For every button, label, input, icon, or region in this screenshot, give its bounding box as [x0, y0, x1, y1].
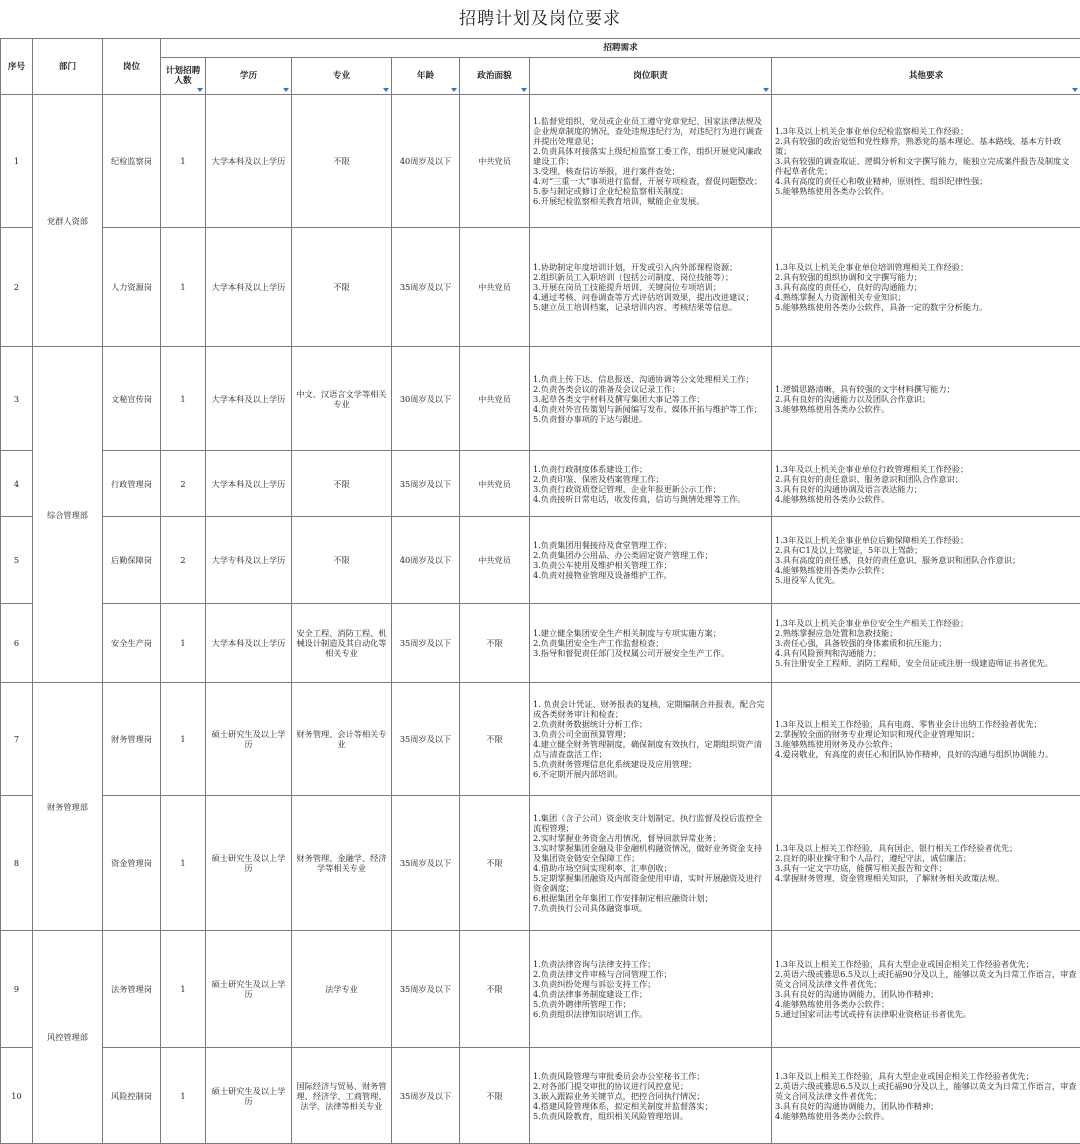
duties-item: 5.负责风险教育，组织相关风险管理培训。 — [533, 1110, 689, 1121]
other-item: 5.退役军人优先。 — [775, 575, 841, 585]
duties-item: 4.负责对接物业管理及设备维护工作。 — [533, 570, 672, 580]
cell-dept: 党群人资部 — [33, 95, 103, 347]
other-item: 1.3年及以上相关工作经验，具有大型企业或国企相关工作经验者优先； — [775, 959, 1034, 969]
header-dept: 部门 — [33, 39, 103, 95]
other-item: 1.3年及以上相关工作经验，具有国企、银行相关工作经验者优先； — [775, 843, 1018, 853]
duties-item: 1.协助制定年度培训计划，开发或引入内外部课程资源； — [533, 262, 738, 272]
cell-edu: 大学本科及以上学历 — [206, 347, 292, 451]
other-item: 3.能够熟练使用财务及办公软件； — [775, 739, 898, 749]
other-item: 3.具有良好的沟通协调能力，团队协作精神； — [775, 989, 939, 999]
cell-duties — [530, 451, 772, 517]
duties-item: 2.对各部门提交审批的协议进行风控意见； — [533, 1080, 689, 1091]
other-item: 2.具有C1及以上驾驶证，5年以上驾龄； — [775, 545, 923, 555]
cell-politics: 不限 — [460, 796, 530, 931]
duties-item: 1.负责行政制度体系建设工作； — [533, 463, 648, 474]
cell-duties — [530, 95, 772, 228]
cell-politics: 中共党员 — [460, 228, 530, 347]
other-item: 3.责任心强，具备较强的身体素质和抗压能力； — [775, 638, 947, 648]
cell-age: 35周岁及以下 — [392, 451, 460, 517]
cell-politics: 不限 — [460, 604, 530, 683]
filter-dropdown-icon[interactable] — [383, 88, 389, 92]
table-row — [1, 451, 1080, 517]
cell-seq: 10 — [1, 1048, 33, 1144]
header-major[interactable]: 专业 — [292, 58, 392, 95]
duties-item: 3.指导和督促责任部门及权属公司开展安全生产工作。 — [533, 648, 730, 658]
cell-duties — [530, 683, 772, 796]
table-row — [1, 228, 1080, 347]
duties-item: 5.参与制定或修订企业纪检监察相关制度； — [533, 186, 689, 196]
cell-seq: 2 — [1, 228, 33, 347]
cell-seq: 4 — [1, 451, 33, 517]
table-row — [1, 796, 1080, 931]
cell-count: 1 — [161, 931, 206, 1048]
other-item: 3.具有良好的沟通协调能力，团队协作精神； — [775, 1100, 939, 1111]
other-item: 2.英语六级或雅思6.5及以上或托福90分及以上，能够以英文为日常工作语言，审查英文合同及法律文件者优先； — [775, 969, 1077, 989]
header-count[interactable]: 计划招聘人数 — [161, 58, 206, 95]
duties-item: 2.负责集团办公用品、办公类固定资产管理工作； — [533, 550, 713, 560]
cell-other — [772, 796, 1080, 931]
recruitment-table — [0, 38, 1080, 1144]
cell-age: 35周岁及以下 — [392, 1048, 460, 1144]
cell-post: 安全生产岗 — [103, 604, 161, 683]
cell-age: 40周岁及以下 — [392, 95, 460, 228]
cell-edu: 大学本科及以上学历 — [206, 451, 292, 517]
other-item: 2.良好的职业操守和个人品行，遵纪守法，诚信廉洁； — [775, 853, 972, 863]
duties-item: 1.监督党组织、党员或企业员工遵守党章党纪、国家法律法规及企业规章制度的情况，查处违规违纪行为，对违纪行为进行调查并提出处理意见； — [533, 116, 763, 146]
cell-age: 35周岁及以下 — [392, 228, 460, 347]
cell-seq: 6 — [1, 604, 33, 683]
duties-item: 1.负责上传下达、信息报送、沟通协调等公文处理相关工作； — [533, 373, 754, 384]
cell-dept: 综合管理部 — [33, 347, 103, 683]
cell-count: 1 — [161, 796, 206, 931]
cell-seq: 9 — [1, 931, 33, 1048]
other-item: 4.熟练掌握人力资源相关专业知识； — [775, 292, 906, 302]
cell-duties — [530, 347, 772, 451]
duties-item: 1.集团（含子公司）资金收支计划制定、执行监督及投后监控全流程管理； — [533, 813, 762, 833]
cell-major: 不限 — [292, 517, 392, 604]
cell-other — [772, 604, 1080, 683]
cell-major: 财务管理、会计等相关专业 — [292, 683, 392, 796]
cell-count: 1 — [161, 1048, 206, 1144]
other-item: 5.通过国家司法考试或持有法律职业资格证书者优先。 — [775, 1009, 972, 1019]
other-item: 4.能够熟练使用各类办公软件。 — [775, 1110, 890, 1121]
other-item: 4.爱岗敬业，有高度的责任心和团队协作精神，良好的沟通与组织协调能力。 — [775, 749, 1054, 759]
duties-item: 4.负责接听日常电话，收发传真，信访与舆情处理等工作。 — [533, 493, 746, 504]
other-item: 1.3年及以上机关企事业单位后勤保障相关工作经验； — [775, 535, 969, 545]
header-politics[interactable]: 政治面貌 — [460, 58, 530, 95]
other-item: 3.具有一定文字功底，能撰写相关报告和文件； — [775, 863, 947, 873]
other-item: 5.能够熟练使用各类办公软件，具备一定的数字分析能力。 — [775, 302, 988, 312]
other-item: 4.能够熟练使用各类办公软件。 — [775, 493, 890, 504]
cell-post: 行政管理岗 — [103, 451, 161, 517]
filter-dropdown-icon[interactable] — [197, 88, 203, 92]
cell-other — [772, 347, 1080, 451]
duties-item: 6.负责组织法律知识培训工作。 — [533, 1009, 648, 1019]
cell-age: 35周岁及以下 — [392, 683, 460, 796]
filter-dropdown-icon[interactable] — [1072, 88, 1078, 92]
other-item: 3.具有高度的责任感，良好的责任意识、服务意识和团队合作意识； — [775, 555, 1021, 565]
other-item: 3.具有良好的沟通协调及语言表达能力； — [775, 483, 922, 494]
duties-item: 2.负责财务数据统计分析工作； — [533, 719, 648, 729]
duties-item: 4.通过考核、问卷调查等方式评估培训效果，提出改进建议； — [533, 292, 754, 302]
cell-politics: 不限 — [460, 931, 530, 1048]
cell-duties — [530, 228, 772, 347]
cell-politics: 中共党员 — [460, 95, 530, 228]
duties-item: 2.组织新员工入职培训（包括公司制度、岗位技能等）； — [533, 272, 734, 282]
duties-item: 5.建立员工培训档案，记录培训内容、考核结果等信息。 — [533, 302, 738, 312]
other-item: 4.能够熟练使用各类办公软件； — [775, 999, 890, 1009]
other-item: 2.熟练掌握应急处置和急救技能； — [775, 628, 898, 638]
other-item: 1.3年及以上机关企事业单位行政管理相关工作经验； — [775, 463, 969, 474]
cell-count: 1 — [161, 347, 206, 451]
header-post: 岗位 — [103, 39, 161, 95]
cell-major: 不限 — [292, 228, 392, 347]
other-item: 3.具有较强的调查取证、逻辑分析和文字撰写能力，能独立完成案件报告及制度文件起草者优先； — [775, 156, 1070, 176]
cell-duties — [530, 517, 772, 604]
cell-post: 文秘宣传岗 — [103, 347, 161, 451]
other-item: 1.逻辑思路清晰，具有较强的文字材料撰写能力； — [775, 383, 955, 394]
duties-item: 2.负责各类会议的准备及会议记录工作； — [533, 383, 680, 394]
duties-item: 5.负责财务管理信息化系统建设及应用管理； — [533, 759, 697, 769]
other-item: 4.能够熟练使用各类办公软件； — [775, 565, 890, 575]
cell-dept: 风控管理部 — [33, 931, 103, 1144]
table-row — [1, 604, 1080, 683]
cell-major: 国际经济与贸易、财务管理、经济学、工商管理、法学、法律等相关专业 — [292, 1048, 392, 1144]
duties-item: 3.负责纠纷处理与诉讼支持工作； — [533, 979, 656, 989]
cell-edu: 大学本科及以上学历 — [206, 95, 292, 228]
header-group: 招聘需求 — [161, 39, 1080, 58]
cell-major: 中文、汉语言文学等相关专业 — [292, 347, 392, 451]
cell-age: 35周岁及以下 — [392, 604, 460, 683]
cell-age: 35周岁及以下 — [392, 931, 460, 1048]
cell-politics: 中共党员 — [460, 347, 530, 451]
other-item: 4.掌握财务管理、资金管理相关知识，了解财务相关政策法规。 — [775, 873, 1004, 883]
header-seq: 序号 — [1, 39, 33, 95]
cell-seq: 1 — [1, 95, 33, 228]
filter-dropdown-icon[interactable] — [521, 88, 527, 92]
cell-post: 资金管理岗 — [103, 796, 161, 931]
duties-item: 2.实时掌握业务资金占用情况，督导回款异常业务； — [533, 833, 721, 843]
cell-count: 1 — [161, 604, 206, 683]
cell-duties — [530, 604, 772, 683]
cell-age: 40周岁及以下 — [392, 517, 460, 604]
duties-item: 6.根据集团全年集团工作安排制定相应融资计划； — [533, 893, 713, 903]
cell-edu: 大学本科及以上学历 — [206, 604, 292, 683]
duties-item: 5.定期掌握集团融资及内部资金使用申请，实时开展融资及进行资金调度； — [533, 873, 762, 893]
cell-politics: 中共党员 — [460, 517, 530, 604]
cell-major: 法学专业 — [292, 931, 392, 1048]
cell-count: 2 — [161, 517, 206, 604]
cell-major: 不限 — [292, 451, 392, 517]
header-age[interactable]: 年龄 — [392, 58, 460, 95]
page-title: 招聘计划及岗位要求 — [459, 9, 621, 29]
duties-item: 4.建立健全财务管理制度，确保制度有效执行，定期组织资产清点与清查盘活工作； — [533, 739, 762, 759]
duties-item: 2.负责具体对接落实上级纪检监察工委工作，组织开展党风廉政建设工作； — [533, 146, 762, 166]
other-item: 4.具有高度的责任心和敬业精神，原则性、组织纪律性强； — [775, 176, 988, 186]
cell-seq: 3 — [1, 347, 33, 451]
other-item: 2.具有较强的组织协调和文字撰写能力； — [775, 272, 922, 282]
duties-item: 3.开展在岗员工技能提升培训、关键岗位专项培训； — [533, 282, 721, 292]
duties-item: 2.负责印鉴、保密及档案管理工作； — [533, 473, 664, 484]
table-row — [1, 517, 1080, 604]
other-item: 1.3年及以上相关工作经验，具有电商、零售业会计出纳工作经验者优先； — [775, 719, 1042, 729]
cell-other — [772, 451, 1080, 517]
duties-item: 1.负责风险管理与审批委员会办公室秘书工作； — [533, 1070, 705, 1081]
cell-edu: 大学本科及以上学历 — [206, 228, 292, 347]
cell-duties — [530, 931, 772, 1048]
cell-other — [772, 517, 1080, 604]
other-item: 1.3年及以上机关企事业单位培训管理相关工作经验； — [775, 262, 969, 272]
cell-post: 法务管理岗 — [103, 931, 161, 1048]
duties-item: 1.建立健全集团安全生产相关制度与专项实施方案； — [533, 628, 721, 638]
duties-item: 3.起草各类文字材料及撰写集团大事记等工作； — [533, 393, 705, 404]
duties-item: 2.负责法律文件审核与合同管理工作； — [533, 969, 672, 979]
duties-item: 4.负责对外宣传策划与新闻编写发布、媒体开拓与维护等工作； — [533, 403, 762, 414]
cell-seq: 7 — [1, 683, 33, 796]
other-item: 5.有注册安全工程师、消防工程师、安全员证或注册一级建造师证书者优先。 — [775, 658, 1054, 668]
cell-count: 1 — [161, 228, 206, 347]
duties-item: 4.对“三重一大”事项进行监督，开展专项检查，督促问题整改； — [533, 176, 763, 186]
other-item: 1.3年及以上相关工作经验，具有大型企业或国企相关工作经验者优先； — [775, 1070, 1034, 1081]
cell-other — [772, 1048, 1080, 1144]
cell-duties — [530, 1048, 772, 1144]
duties-item: 3.负责行政资质登记管理、企业年报更新公示工作； — [533, 483, 721, 494]
duties-item: 5.负责督办事项的下达与跟进。 — [533, 413, 648, 424]
other-item: 1.3年及以上机关企事业单位安全生产相关工作经验； — [775, 618, 969, 628]
cell-post: 风险控制岗 — [103, 1048, 161, 1144]
duties-item: 2.负责集团安全生产工作监督检查； — [533, 638, 664, 648]
cell-other — [772, 95, 1080, 228]
cell-seq: 5 — [1, 517, 33, 604]
cell-post: 财务管理岗 — [103, 683, 161, 796]
cell-politics: 不限 — [460, 683, 530, 796]
duties-item: 4.借助市场空间实现利率、汇率创收； — [533, 863, 672, 873]
header-other[interactable]: 其他要求 — [772, 58, 1080, 95]
table-row — [1, 95, 1080, 228]
duties-item: 4.负责法律事务制度建设工作； — [533, 989, 648, 999]
other-item: 2.英语六级或雅思6.5及以上或托福90分及以上，能够以英文为日常工作语言，审查英文合同及法律文件者优先； — [775, 1080, 1077, 1101]
cell-post: 后勤保障岗 — [103, 517, 161, 604]
header-edu[interactable]: 学历 — [206, 58, 292, 95]
other-item: 2.具有较强的政治觉悟和党性修养，熟悉党的基本理论、基本路线、基本方针政策； — [775, 136, 1062, 156]
table-row — [1, 683, 1080, 796]
cell-other — [772, 931, 1080, 1048]
cell-politics: 中共党员 — [460, 451, 530, 517]
filter-dropdown-icon[interactable] — [283, 88, 289, 92]
other-item: 2.具有良好的沟通能力以及团队合作意识； — [775, 393, 931, 404]
table-row — [1, 1048, 1080, 1144]
cell-politics: 不限 — [460, 1048, 530, 1144]
duties-item: 3.负责公司全面预算管理； — [533, 729, 631, 739]
cell-other — [772, 683, 1080, 796]
cell-post: 纪检监察岗 — [103, 95, 161, 228]
cell-duties — [530, 796, 772, 931]
cell-age: 35周岁及以下 — [392, 796, 460, 931]
other-item: 1.3年及以上机关企事业单位纪检监察相关工作经验； — [775, 126, 969, 136]
duties-item: 6.开展纪检监察相关教育培训，赋能企业发展。 — [533, 196, 705, 206]
other-item: 2.具有良好的责任意识、服务意识和团队合作意识； — [775, 473, 963, 484]
other-item: 4.具有风险预判和沟通能力； — [775, 648, 882, 658]
duties-item: 3.受理、核查信访举报，进行案件查处； — [533, 166, 680, 176]
other-item: 5.能够熟练使用各类办公软件。 — [775, 186, 890, 196]
duties-item: 1. 负责会计凭证、财务报表的复核，定期编制合并报表，配合完成各类财务审计和检查； — [533, 699, 765, 719]
filter-dropdown-icon[interactable] — [763, 88, 769, 92]
cell-major: 安全工程、消防工程、机械设计制造及其自动化等相关专业 — [292, 604, 392, 683]
cell-count: 1 — [161, 95, 206, 228]
cell-major: 不限 — [292, 95, 392, 228]
cell-edu: 大学专科及以上学历 — [206, 517, 292, 604]
duties-item: 1.负责法律咨询与法律支持工作； — [533, 959, 656, 969]
cell-post: 人力资源岗 — [103, 228, 161, 347]
duties-item: 6.不定期开展内部培训。 — [533, 769, 623, 779]
cell-edu: 硕士研究生及以上学历 — [206, 1048, 292, 1144]
cell-edu: 硕士研究生及以上学历 — [206, 796, 292, 931]
table-row — [1, 931, 1080, 1048]
cell-other — [772, 228, 1080, 347]
filter-dropdown-icon[interactable] — [451, 88, 457, 92]
duties-item: 5.负责外聘律所管理工作； — [533, 999, 631, 1009]
cell-dept: 财务管理部 — [33, 683, 103, 931]
cell-edu: 硕士研究生及以上学历 — [206, 683, 292, 796]
header-duties[interactable]: 岗位职责 — [530, 58, 772, 95]
other-item: 3.能够熟练使用各类办公软件。 — [775, 403, 890, 414]
duties-item: 3.嵌入跟踪业务关键节点，把控合同执行情况； — [533, 1090, 705, 1101]
cell-age: 30周岁及以下 — [392, 347, 460, 451]
duties-item: 4.搭建风险管理体系，拟定相关制度并监督落实； — [533, 1100, 713, 1111]
other-item: 2.掌握较全面的财务专业理论知识和现代企业管理知识； — [775, 729, 980, 739]
duties-item: 3.负责公车使用及维护相关管理工作； — [533, 560, 672, 570]
cell-major: 财务管理、金融学、经济学等相关专业 — [292, 796, 392, 931]
duties-item: 1.负责集团用餐接待及食堂管理工作； — [533, 540, 672, 550]
cell-count: 2 — [161, 451, 206, 517]
table-row — [1, 347, 1080, 451]
cell-count: 1 — [161, 683, 206, 796]
duties-item: 3.实时掌握集团金融及非金融机构融资情况，做好业务资金支持及集团资金链安全保障工作； — [533, 843, 762, 863]
cell-seq: 8 — [1, 796, 33, 931]
cell-edu: 硕士研究生及以上学历 — [206, 931, 292, 1048]
other-item: 3.具有高度的责任心，良好的沟通能力； — [775, 282, 922, 292]
duties-item: 7.负责执行公司具体融资事项。 — [533, 903, 648, 913]
